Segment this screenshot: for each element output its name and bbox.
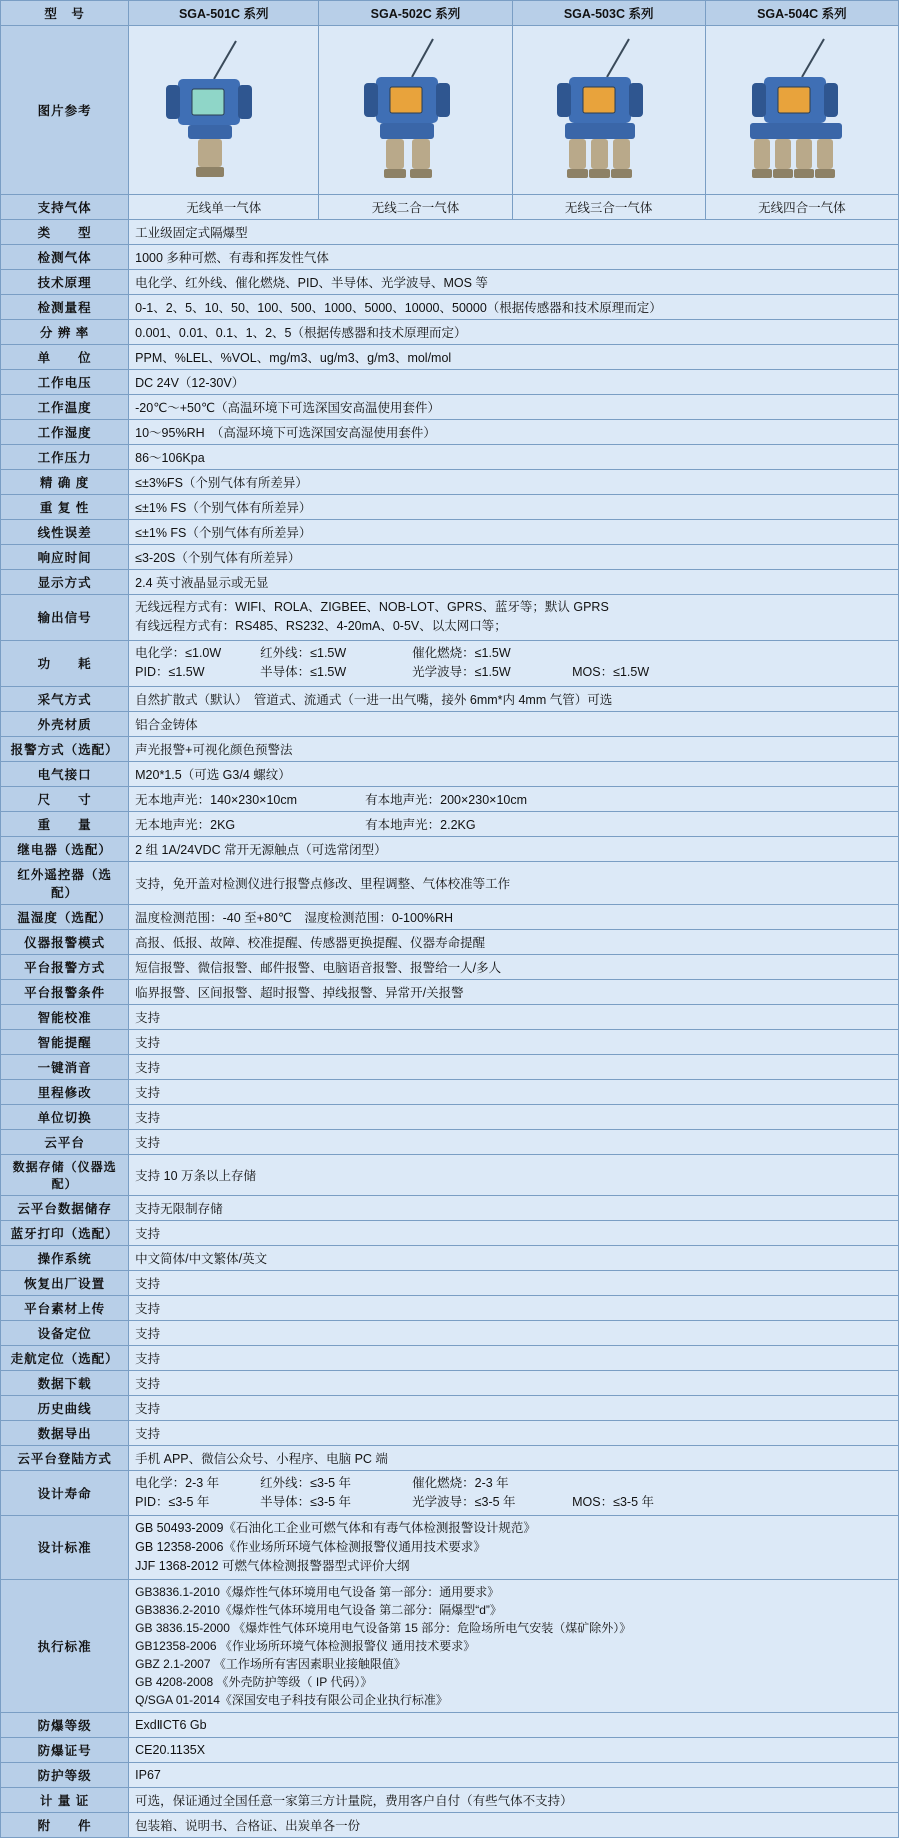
product-image-3 (512, 26, 705, 195)
table-row (1, 954, 899, 979)
size-with-alarm: 有本地声光：200×230×10cm (365, 792, 528, 807)
table-row (1, 345, 899, 370)
table-row (1, 370, 899, 395)
row-value: 支持 (129, 1129, 899, 1154)
design-standard-line-1: GB 50493-2009《石油化工企业可燃气体和有毒气体检测报警设计规范》 (135, 1521, 536, 1536)
row-value: ≤±3%FS（个别气体有所差异） (129, 470, 899, 495)
execution-standard-line-5: GBZ 2.1-2007 《工作场所有害因素职业接触限值》 (135, 1656, 406, 1671)
power-semiconductor: 半导体：≤1.5W (260, 665, 347, 680)
row-value: 1000 多种可燃、有毒和挥发性气体 (129, 245, 899, 270)
row-label: 平台报警方式 (1, 954, 129, 979)
row-value: 86～106Kpa (129, 445, 899, 470)
row-value: 声光报警+可视化颜色预警法 (129, 736, 899, 761)
table-row (1, 1345, 899, 1370)
size-without-alarm: 无本地声光：140×230×10cm (135, 792, 298, 807)
table-row (1, 1445, 899, 1470)
detector-1-icon (136, 31, 311, 186)
row-label-design-standard: 设计标准 (1, 1516, 129, 1579)
table-row-design-standard (1, 1516, 899, 1579)
execution-standard-line-2: GB3836.2-2010《爆炸性气体环境用电气设备 第二部分：隔爆型“d”》 (135, 1602, 502, 1617)
detector-2-icon (328, 31, 503, 186)
product-image-4 (705, 26, 898, 195)
row-value: 支持 (129, 1295, 899, 1320)
table-row (1, 1320, 899, 1345)
row-label: 单 位 (1, 345, 129, 370)
table-row (1, 1270, 899, 1295)
row-label: 数据存储（仪器选配） (1, 1154, 129, 1195)
row-value: 10～95%RH （高湿环境下可选深国安高湿使用套件） (129, 420, 899, 445)
life-pid: PID：≤3-5 年 (135, 1494, 210, 1509)
power-value (129, 640, 899, 686)
life-semiconductor: 半导体：≤3-5 年 (260, 1494, 352, 1509)
row-label-size: 尺 寸 (1, 786, 129, 811)
row-value: ≤3-20S（个别气体有所差异） (129, 545, 899, 570)
row-label: 红外遥控器（选配） (1, 861, 129, 904)
row-label: 设备定位 (1, 1320, 129, 1345)
detector-4-icon (714, 31, 889, 186)
table-row (1, 1004, 899, 1029)
model-header-4: SGA-504C 系列 (705, 1, 898, 26)
row-label: 云平台 (1, 1129, 129, 1154)
table-row-supported-gas (1, 195, 899, 220)
table-row (1, 761, 899, 786)
row-value: 2.4 英寸液晶显示或无显 (129, 570, 899, 595)
row-label: 防爆证号 (1, 1737, 129, 1762)
row-label: 数据下载 (1, 1370, 129, 1395)
row-value: 支持 (129, 1270, 899, 1295)
table-row (1, 1762, 899, 1787)
product-image-1 (129, 26, 319, 195)
weight-with-alarm: 有本地声光：2.2KG (365, 817, 476, 832)
table-row (1, 295, 899, 320)
row-label: 智能提醒 (1, 1029, 129, 1054)
row-value: 临界报警、区间报警、超时报警、掉线报警、异常开/关报警 (129, 979, 899, 1004)
row-label: 温湿度（选配） (1, 904, 129, 929)
supported-gas-4: 无线四合一气体 (705, 195, 898, 220)
table-row (1, 545, 899, 570)
row-value: 铝合金铸体 (129, 711, 899, 736)
output-signal-line-2: 有线远程方式有：RS485、RS232、4-20mA、0-5V、以太网口等； (135, 619, 507, 634)
table-row (1, 861, 899, 904)
row-label-power: 功 耗 (1, 640, 129, 686)
row-value: 支持 (129, 1320, 899, 1345)
table-row (1, 445, 899, 470)
row-label: 检测气体 (1, 245, 129, 270)
life-electrochemical: 电化学：2-3 年 (135, 1475, 220, 1490)
table-row (1, 686, 899, 711)
row-label-execution-standard: 执行标准 (1, 1579, 129, 1712)
row-value: 2 组 1A/24VDC 常开无源触点（可选常闭型） (129, 836, 899, 861)
table-row (1, 1295, 899, 1320)
life-optical: 光学波导：≤3-5 年 (412, 1494, 516, 1509)
power-line-1 (135, 644, 892, 663)
execution-standard-value (129, 1579, 899, 1712)
size-value (129, 786, 899, 811)
row-value: -20℃～+50℃（高温环境下可选深国安高温使用套件） (129, 395, 899, 420)
life-infrared: 红外线：≤3-5 年 (260, 1475, 352, 1490)
row-label: 电气接口 (1, 761, 129, 786)
row-label: 分 辨 率 (1, 320, 129, 345)
row-value: 包装箱、说明书、合格证、出炭单各一份 (129, 1812, 899, 1837)
row-label: 技术原理 (1, 270, 129, 295)
row-value: 支持 (129, 1029, 899, 1054)
design-life-line-2 (135, 1493, 892, 1512)
row-label: 恢复出厂设置 (1, 1270, 129, 1295)
life-mos: MOS：≤3-5 年 (572, 1494, 655, 1509)
row-label: 重 复 性 (1, 495, 129, 520)
row-label: 采气方式 (1, 686, 129, 711)
table-row (1, 711, 899, 736)
table-row-output-signal (1, 595, 899, 641)
row-value: 支持无限制存储 (129, 1195, 899, 1220)
row-label: 防爆等级 (1, 1712, 129, 1737)
supported-gas-1: 无线单一气体 (129, 195, 319, 220)
table-row (1, 736, 899, 761)
row-label: 防护等级 (1, 1762, 129, 1787)
row-label: 响应时间 (1, 545, 129, 570)
row-value: 支持 (129, 1004, 899, 1029)
model-header-2: SGA-502C 系列 (319, 1, 512, 26)
supported-gas-3: 无线三合一气体 (512, 195, 705, 220)
table-row (1, 1420, 899, 1445)
row-label: 检测量程 (1, 295, 129, 320)
table-row-size (1, 786, 899, 811)
life-catalytic: 催化燃烧：2-3 年 (412, 1475, 509, 1490)
row-label: 仪器报警模式 (1, 929, 129, 954)
row-label: 工作温度 (1, 395, 129, 420)
row-label-output-signal: 输出信号 (1, 595, 129, 641)
table-row (1, 1220, 899, 1245)
table-row (1, 836, 899, 861)
table-row (1, 1812, 899, 1837)
table-row-weight (1, 811, 899, 836)
design-standard-value (129, 1516, 899, 1579)
row-value: 支持 (129, 1395, 899, 1420)
model-header-3: SGA-503C 系列 (512, 1, 705, 26)
row-value: ≤±1% FS（个别气体有所差异） (129, 495, 899, 520)
row-label-supported-gas: 支持气体 (1, 195, 129, 220)
row-value: 支持 (129, 1054, 899, 1079)
row-value: 支持 (129, 1370, 899, 1395)
row-value: 支持，免开盖对检测仪进行报警点修改、里程调整、气体校准等工作 (129, 861, 899, 904)
table-row (1, 520, 899, 545)
execution-standard-line-4: GB12358-2006 《作业场所环境气体检测报警仪 通用技术要求》 (135, 1638, 476, 1653)
row-label: 工作电压 (1, 370, 129, 395)
row-label: 附 件 (1, 1812, 129, 1837)
execution-standard-line-7: Q/SGA 01-2014《深国安电子科技有限公司企业执行标准》 (135, 1692, 448, 1707)
row-value: 电化学、红外线、催化燃烧、PID、半导体、光学波导、MOS 等 (129, 270, 899, 295)
table-row (1, 1129, 899, 1154)
table-row-power (1, 640, 899, 686)
execution-standard-line-3: GB 3836.15-2000 《爆炸性气体环境用电气设备第 15 部分：危险场所电气安装（煤矿除外）》 (135, 1620, 632, 1635)
row-label: 计 量 证 (1, 1787, 129, 1812)
row-label: 精 确 度 (1, 470, 129, 495)
row-label: 智能校准 (1, 1004, 129, 1029)
table-row-images (1, 26, 899, 195)
row-label: 显示方式 (1, 570, 129, 595)
power-mos: MOS：≤1.5W (572, 665, 650, 680)
row-value: M20*1.5（可选 G3/4 螺纹） (129, 761, 899, 786)
row-value: CE20.1135X (129, 1737, 899, 1762)
row-label: 外壳材质 (1, 711, 129, 736)
row-value: IP67 (129, 1762, 899, 1787)
row-label: 数据导出 (1, 1420, 129, 1445)
row-value: 支持 (129, 1079, 899, 1104)
table-row (1, 320, 899, 345)
row-value: 温度检测范围：-40 至+80℃ 湿度检测范围：0-100%RH (129, 904, 899, 929)
table-row (1, 979, 899, 1004)
row-value: 手机 APP、微信公众号、小程序、电脑 PC 端 (129, 1445, 899, 1470)
table-row (1, 1395, 899, 1420)
power-optical: 光学波导：≤1.5W (412, 665, 511, 680)
row-label-model: 型 号 (1, 1, 129, 26)
row-label: 继电器（选配） (1, 836, 129, 861)
table-row-model (1, 1, 899, 26)
power-line-2 (135, 663, 892, 682)
row-label-image-reference: 图片参考 (1, 26, 129, 195)
row-label: 一键消音 (1, 1054, 129, 1079)
output-signal-line-1: 无线远程方式有：WIFI、ROLA、ZIGBEE、NOB-LOT、GPRS、蓝牙等；默认 GPRS (135, 600, 609, 614)
table-row (1, 929, 899, 954)
row-label: 平台报警条件 (1, 979, 129, 1004)
table-row (1, 904, 899, 929)
table-row (1, 1104, 899, 1129)
table-row (1, 1737, 899, 1762)
row-value: 高报、低报、故障、校准提醒、传感器更换提醒、仪器寿命提醒 (129, 929, 899, 954)
row-value: ExdⅡCT6 Gb (129, 1712, 899, 1737)
row-value: 支持 10 万条以上存储 (129, 1154, 899, 1195)
row-value: 可选，保证通过全国任意一家第三方计量院，费用客户自付（有些气体不支持） (129, 1787, 899, 1812)
weight-without-alarm: 无本地声光：2KG (135, 817, 236, 832)
power-pid: PID：≤1.5W (135, 665, 205, 680)
table-row (1, 1370, 899, 1395)
row-label: 类 型 (1, 220, 129, 245)
table-row (1, 1029, 899, 1054)
row-label: 操作系统 (1, 1245, 129, 1270)
row-value: DC 24V（12-30V） (129, 370, 899, 395)
table-row (1, 1079, 899, 1104)
row-value: 支持 (129, 1220, 899, 1245)
row-label-weight: 重 量 (1, 811, 129, 836)
detector-3-icon (521, 31, 696, 186)
table-row (1, 395, 899, 420)
row-value: PPM、%LEL、%VOL、mg/m3、ug/m3、g/m3、mol/mol (129, 345, 899, 370)
row-label: 走航定位（选配） (1, 1345, 129, 1370)
row-label: 报警方式（选配） (1, 736, 129, 761)
row-value: 支持 (129, 1104, 899, 1129)
output-signal-value (129, 595, 899, 641)
table-row (1, 270, 899, 295)
design-standard-line-2: GB 12358-2006《作业场所环境气体检测报警仪通用技术要求》 (135, 1540, 486, 1554)
row-label: 云平台登陆方式 (1, 1445, 129, 1470)
design-life-value (129, 1470, 899, 1516)
row-label-design-life: 设计寿命 (1, 1470, 129, 1516)
row-label: 云平台数据储存 (1, 1195, 129, 1220)
execution-standard-line-1: GB3836.1-2010《爆炸性气体环境用电气设备 第一部分：通用要求》 (135, 1584, 500, 1599)
row-value: 支持 (129, 1345, 899, 1370)
table-row (1, 1712, 899, 1737)
table-row (1, 245, 899, 270)
row-value: 短信报警、微信报警、邮件报警、电脑语音报警、报警给一人/多人 (129, 954, 899, 979)
row-value: ≤±1% FS（个别气体有所差异） (129, 520, 899, 545)
power-electrochemical: 电化学：≤1.0W (135, 645, 222, 660)
execution-standard-line-6: GB 4208-2008 《外壳防护等级（ IP 代码）》 (135, 1674, 373, 1689)
row-label: 工作湿度 (1, 420, 129, 445)
power-infrared: 红外线：≤1.5W (260, 645, 347, 660)
row-label: 里程修改 (1, 1079, 129, 1104)
design-life-line-1 (135, 1474, 892, 1493)
table-row (1, 1245, 899, 1270)
product-image-2 (319, 26, 512, 195)
table-row (1, 1787, 899, 1812)
row-value: 支持 (129, 1420, 899, 1445)
table-row (1, 570, 899, 595)
row-value: 自然扩散式（默认） 管道式、流通式（一进一出气嘴，接外 6mm*内 4mm 气管）可选 (129, 686, 899, 711)
row-value: 0-1、2、5、10、50、100、500、1000、5000、10000、50000（根据传感器和技术原理而定） (129, 295, 899, 320)
table-row-design-life (1, 1470, 899, 1516)
table-row (1, 495, 899, 520)
row-label: 单位切换 (1, 1104, 129, 1129)
table-row (1, 1195, 899, 1220)
table-row (1, 1154, 899, 1195)
row-value: 中文简体/中文繁体/英文 (129, 1245, 899, 1270)
row-value: 工业级固定式隔爆型 (129, 220, 899, 245)
row-label: 线性误差 (1, 520, 129, 545)
weight-value (129, 811, 899, 836)
row-value: 0.001、0.01、0.1、1、2、5（根据传感器和技术原理而定） (129, 320, 899, 345)
model-header-1: SGA-501C 系列 (129, 1, 319, 26)
row-label: 平台素材上传 (1, 1295, 129, 1320)
row-label: 蓝牙打印（选配） (1, 1220, 129, 1245)
row-label: 历史曲线 (1, 1395, 129, 1420)
table-row (1, 220, 899, 245)
row-label: 工作压力 (1, 445, 129, 470)
table-row (1, 470, 899, 495)
table-row (1, 1054, 899, 1079)
power-catalytic: 催化燃烧：≤1.5W (412, 645, 511, 660)
supported-gas-2: 无线二合一气体 (319, 195, 512, 220)
table-row-execution-standard (1, 1579, 899, 1712)
design-standard-line-3: JJF 1368-2012 可燃气体检测报警器型式评价大纲 (135, 1558, 410, 1573)
table-row (1, 420, 899, 445)
